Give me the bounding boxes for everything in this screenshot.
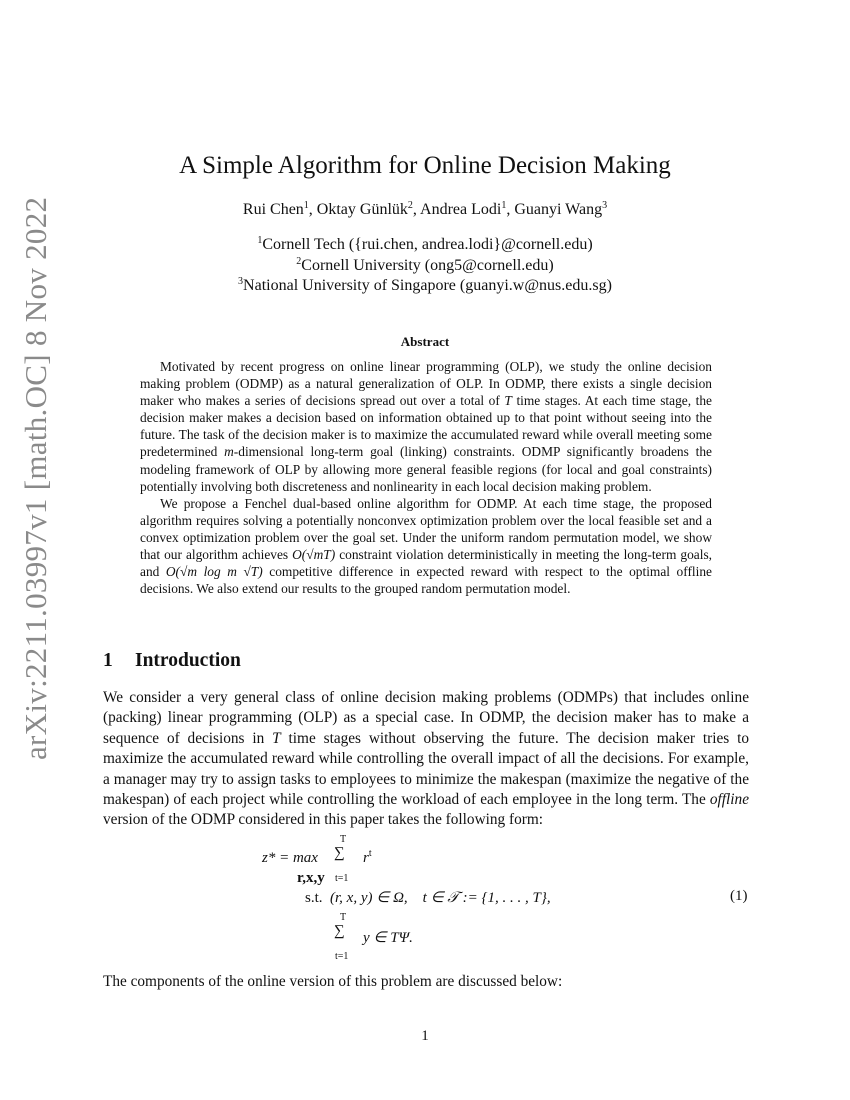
objective-variable: r — [363, 850, 369, 866]
author-affiliation-mark: 3 — [602, 200, 608, 211]
summation-symbol: ∑ — [334, 845, 345, 861]
section-title-text: Introduction — [135, 650, 241, 671]
affiliation-line — [0, 277, 850, 295]
affiliation-number: 3 — [238, 276, 244, 287]
intro-text-block — [103, 688, 749, 831]
affiliation-text: Cornell Tech ({rui.chen, andrea.lodi}@cornell.edu) — [262, 236, 593, 253]
sum-upper-limit: T — [340, 912, 347, 923]
objective-superscript: t — [368, 848, 372, 859]
equation-lhs — [262, 850, 318, 867]
abstract-paragraph — [140, 358, 712, 495]
local-constraint: (r, x, y) ∈ Ω, — [330, 890, 408, 906]
subject-to-label: s.t. — [305, 890, 323, 906]
page-number: 1 — [421, 1028, 429, 1044]
emphasized-word: offline — [709, 791, 749, 809]
affiliation-number: 2 — [296, 256, 302, 267]
sum-lower-limit: t=1 — [335, 951, 349, 962]
body-text: We consider a very general class of online decision making problems (ODMPs) that includes online (packing) linear programming (OLP) as a special case. In ODMP, the decision maker has to make a sequence of decisions in — [103, 689, 749, 747]
equation-objective-prefix: z* = max — [262, 850, 318, 866]
abstract-text: Motivated by recent progress on online linear programming (OLP), we study the online decision making problem (ODMP) as a natural generalization of OLP. In ODMP, there exists a single decision maker who makes a series of decisions spread out over a total of — [140, 359, 712, 409]
author-name: Rui Chen — [242, 201, 304, 218]
author-affiliation-mark: 1 — [501, 200, 507, 211]
sum-lower-limit: t=1 — [335, 873, 349, 884]
author-name: Guanyi Wang — [514, 201, 603, 218]
arxiv-identifier-stamp — [8, 196, 64, 760]
equation-number: (1) — [730, 888, 748, 904]
equation-max-subscript: r,x,y — [297, 870, 325, 886]
stage-index-set: t ∈ 𝒯 := {1, . . . , T}, — [422, 890, 551, 906]
math-expression: O(√mT) — [292, 547, 336, 563]
body-text: version of the ODMP considered in this paper takes the following form: — [103, 811, 543, 829]
goal-constraint-text: y ∈ TΨ. — [363, 930, 413, 946]
author-list: Rui Chen$^1$, Oktay Günlük$^2$, Andrea Lodi$^1$, Guanyi Wang$^3$ — [242, 200, 608, 218]
abstract-text: time stages. At each time stage, the decision maker makes a decision based on information obtained up to that point without seeing into the future. The task of the decision maker is to maximize the accumulated reward while overall meeting some predetermined — [140, 393, 712, 460]
math-expression: O(√m log m √T) — [165, 564, 263, 580]
author-affiliation-mark: 2 — [407, 200, 413, 211]
affiliation-text: National University of Singapore (guanyi.w@nus.edu.sg) — [243, 277, 612, 294]
objective-term — [363, 850, 372, 867]
body-text: time stages without observing the future. The decision maker tries to maximize the accumulated reward while controlling the overall impact of all the decisions. For example, a manager may try to assign tasks to employees to minimize the makespan (maximize the negative of the makespan) of each project while controlling the workload of each employee in the long term. The — [103, 729, 749, 809]
body-text-after-equation: The components of the online version of this problem are discussed below: — [103, 973, 563, 990]
abstract-text: -dimensional long-term goal (linking) constraints. ODMP significantly broadens the modeling framework of OLP by allowing more general feasible regions (for local and goal constraints) potentially involving both discreteness and nonlinearity in each local decision making problem. — [140, 444, 712, 494]
section-heading — [103, 650, 241, 672]
abstract-heading: Abstract — [400, 334, 450, 349]
abstract-text: constraint violation deterministically in meeting the long-term goals, and — [140, 547, 712, 580]
abstract-paragraph — [140, 495, 712, 598]
constraint-row-1 — [305, 888, 551, 907]
paper-title: A Simple Algorithm for Online Decision Making — [179, 152, 671, 179]
author-name: Oktay Günlük — [316, 201, 408, 218]
goal-constraint — [363, 928, 413, 947]
author-name: Andrea Lodi — [420, 201, 502, 218]
author-affiliation-mark: 1 — [303, 200, 309, 211]
abstract-text: competitive difference in expected reward with respect to the optimal offline decisions. We also extend our results to the grouped random permutation model. — [140, 564, 712, 597]
affiliation-number: 1 — [257, 235, 263, 246]
intro-paragraph — [103, 688, 749, 831]
affiliation-line — [0, 257, 850, 275]
abstract-body — [140, 358, 712, 597]
section-number: 1 — [103, 650, 113, 671]
arxiv-identifier-text: arXiv:2211.03997v1 [math.OC] 8 Nov 2022 — [18, 196, 53, 760]
summation-symbol: ∑ — [334, 923, 345, 939]
math-symbol: T — [272, 729, 281, 747]
affiliation-line — [0, 236, 850, 254]
sum-upper-limit: T — [340, 834, 347, 845]
math-symbol: T — [504, 393, 512, 409]
affiliation-text: Cornell University (ong5@cornell.edu) — [301, 257, 554, 274]
math-symbol: m — [224, 444, 234, 460]
abstract-text: We propose a Fenchel dual-based online algorithm for ODMP. At each time stage, the proposed algorithm requires solving a potentially nonconvex optimization problem over the local feasible set and a convex optimization problem over the goal set. Under the uniform random permutation model, we show that our algorithm achieves — [140, 495, 712, 563]
